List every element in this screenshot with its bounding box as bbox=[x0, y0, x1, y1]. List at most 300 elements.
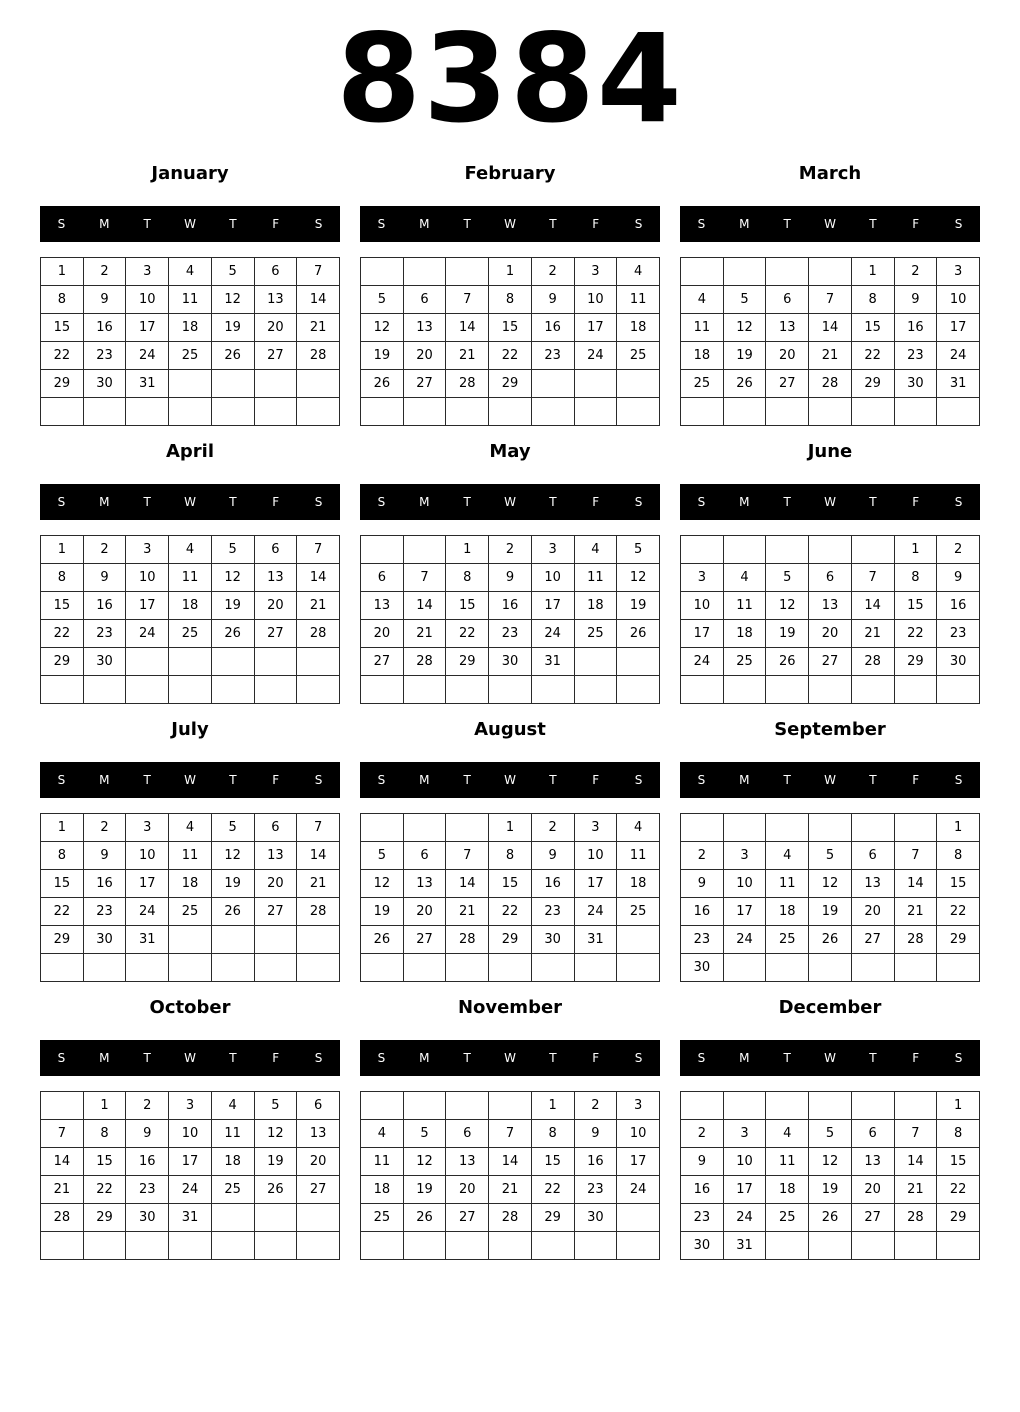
day-grid bbox=[40, 535, 340, 704]
weekday-label: S bbox=[634, 773, 643, 787]
day-cell: 4 bbox=[169, 536, 212, 564]
week-row bbox=[681, 676, 980, 704]
day-cell: 20 bbox=[254, 314, 297, 342]
day-cell: 3 bbox=[531, 536, 574, 564]
day-cell: 5 bbox=[617, 536, 660, 564]
day-cell: 19 bbox=[211, 870, 254, 898]
day-cell: 3 bbox=[574, 814, 617, 842]
weekday-header bbox=[680, 206, 980, 242]
day-cell bbox=[169, 926, 212, 954]
week-row bbox=[681, 898, 980, 926]
day-cell bbox=[723, 258, 766, 286]
day-cell: 27 bbox=[809, 648, 852, 676]
day-cell bbox=[766, 1092, 809, 1120]
day-cell: 7 bbox=[489, 1120, 532, 1148]
day-cell: 31 bbox=[531, 648, 574, 676]
weekday-header bbox=[40, 206, 340, 242]
day-cell: 21 bbox=[297, 870, 340, 898]
weekday-label: M bbox=[739, 217, 750, 231]
day-cell: 9 bbox=[574, 1120, 617, 1148]
day-cell: 11 bbox=[681, 314, 724, 342]
day-cell: 10 bbox=[169, 1120, 212, 1148]
day-cell: 7 bbox=[809, 286, 852, 314]
day-cell: 15 bbox=[41, 314, 84, 342]
day-cell bbox=[809, 954, 852, 982]
weekday-label: T bbox=[783, 217, 791, 231]
day-cell bbox=[211, 398, 254, 426]
day-cell bbox=[617, 676, 660, 704]
day-cell: 12 bbox=[617, 564, 660, 592]
day-cell: 1 bbox=[489, 814, 532, 842]
week-row bbox=[681, 954, 980, 982]
day-cell bbox=[681, 676, 724, 704]
weekday-label: T bbox=[783, 773, 791, 787]
weekday-label: M bbox=[99, 217, 110, 231]
day-cell bbox=[169, 954, 212, 982]
week-row bbox=[41, 870, 340, 898]
weekday-label: T bbox=[143, 1051, 151, 1065]
day-cell: 6 bbox=[361, 564, 404, 592]
day-cell bbox=[254, 1204, 297, 1232]
day-cell: 31 bbox=[169, 1204, 212, 1232]
day-cell bbox=[211, 926, 254, 954]
day-cell: 23 bbox=[681, 1204, 724, 1232]
day-cell: 22 bbox=[41, 342, 84, 370]
day-grid bbox=[360, 1091, 660, 1260]
day-cell: 29 bbox=[851, 370, 894, 398]
weekday-label: W bbox=[824, 217, 836, 231]
weekday-label: S bbox=[314, 217, 323, 231]
day-cell: 15 bbox=[41, 870, 84, 898]
day-cell: 19 bbox=[809, 1176, 852, 1204]
day-cell bbox=[403, 814, 446, 842]
day-cell: 19 bbox=[809, 898, 852, 926]
day-cell: 14 bbox=[894, 870, 937, 898]
day-cell bbox=[297, 926, 340, 954]
day-cell: 3 bbox=[723, 842, 766, 870]
day-cell bbox=[723, 1092, 766, 1120]
day-cell: 14 bbox=[297, 286, 340, 314]
week-row bbox=[41, 314, 340, 342]
day-cell: 25 bbox=[617, 898, 660, 926]
day-cell: 2 bbox=[681, 842, 724, 870]
day-cell: 7 bbox=[446, 842, 489, 870]
week-row bbox=[41, 1148, 340, 1176]
week-row bbox=[361, 398, 660, 426]
day-cell bbox=[41, 676, 84, 704]
day-cell: 1 bbox=[937, 814, 980, 842]
day-cell: 17 bbox=[723, 1176, 766, 1204]
day-cell: 24 bbox=[126, 620, 169, 648]
weekday-label: T bbox=[229, 773, 237, 787]
day-cell: 11 bbox=[723, 592, 766, 620]
week-row bbox=[681, 342, 980, 370]
day-cell: 13 bbox=[403, 314, 446, 342]
week-row bbox=[681, 1176, 980, 1204]
day-cell: 28 bbox=[41, 1204, 84, 1232]
day-cell: 12 bbox=[211, 286, 254, 314]
week-row bbox=[361, 954, 660, 982]
day-cell bbox=[894, 1092, 937, 1120]
day-cell bbox=[574, 954, 617, 982]
week-row bbox=[41, 370, 340, 398]
day-cell bbox=[83, 1232, 126, 1260]
day-cell: 20 bbox=[851, 898, 894, 926]
day-cell bbox=[681, 258, 724, 286]
month-name: April bbox=[165, 441, 215, 462]
day-cell: 15 bbox=[446, 592, 489, 620]
day-cell: 8 bbox=[489, 842, 532, 870]
day-cell: 14 bbox=[297, 842, 340, 870]
month-name: August bbox=[474, 719, 546, 740]
weekday-label: S bbox=[697, 495, 706, 509]
day-cell bbox=[83, 398, 126, 426]
day-cell bbox=[617, 370, 660, 398]
day-cell: 28 bbox=[894, 1204, 937, 1232]
week-row bbox=[41, 342, 340, 370]
day-cell: 3 bbox=[169, 1092, 212, 1120]
day-cell: 30 bbox=[83, 648, 126, 676]
day-cell: 27 bbox=[297, 1176, 340, 1204]
weekday-label: M bbox=[419, 217, 430, 231]
week-row bbox=[361, 1120, 660, 1148]
day-cell bbox=[41, 398, 84, 426]
day-cell: 17 bbox=[169, 1148, 212, 1176]
weekday-label: W bbox=[824, 1051, 836, 1065]
day-cell: 22 bbox=[446, 620, 489, 648]
week-row bbox=[681, 842, 980, 870]
day-cell: 4 bbox=[169, 258, 212, 286]
day-cell bbox=[169, 398, 212, 426]
day-cell: 16 bbox=[894, 314, 937, 342]
day-cell bbox=[446, 954, 489, 982]
weekday-label: S bbox=[954, 773, 963, 787]
day-cell: 1 bbox=[446, 536, 489, 564]
day-cell: 3 bbox=[126, 536, 169, 564]
day-cell: 15 bbox=[894, 592, 937, 620]
day-cell: 24 bbox=[531, 620, 574, 648]
day-cell bbox=[446, 676, 489, 704]
week-row bbox=[41, 620, 340, 648]
weekday-label: M bbox=[99, 773, 110, 787]
day-cell: 18 bbox=[211, 1148, 254, 1176]
day-cell: 7 bbox=[297, 536, 340, 564]
day-cell: 16 bbox=[83, 592, 126, 620]
day-grid bbox=[360, 257, 660, 426]
day-cell bbox=[531, 954, 574, 982]
day-cell bbox=[894, 1232, 937, 1260]
weekday-label: F bbox=[912, 495, 920, 509]
day-cell: 25 bbox=[681, 370, 724, 398]
day-cell bbox=[403, 1092, 446, 1120]
day-cell: 4 bbox=[723, 564, 766, 592]
day-cell bbox=[211, 676, 254, 704]
day-cell: 30 bbox=[937, 648, 980, 676]
day-cell bbox=[361, 398, 404, 426]
day-cell: 9 bbox=[937, 564, 980, 592]
day-cell: 13 bbox=[254, 842, 297, 870]
day-cell: 26 bbox=[211, 620, 254, 648]
day-cell: 9 bbox=[489, 564, 532, 592]
week-row bbox=[361, 370, 660, 398]
day-cell: 17 bbox=[126, 592, 169, 620]
day-cell bbox=[446, 1092, 489, 1120]
week-row bbox=[41, 1176, 340, 1204]
day-cell bbox=[681, 814, 724, 842]
day-cell bbox=[681, 536, 724, 564]
day-cell: 3 bbox=[937, 258, 980, 286]
day-cell: 20 bbox=[254, 592, 297, 620]
day-cell: 6 bbox=[851, 842, 894, 870]
weekday-label: T bbox=[463, 495, 471, 509]
day-cell bbox=[937, 1232, 980, 1260]
weekday-label: W bbox=[184, 1051, 196, 1065]
weekday-label: T bbox=[463, 1051, 471, 1065]
day-cell bbox=[361, 954, 404, 982]
weekday-label: S bbox=[634, 217, 643, 231]
day-cell: 21 bbox=[297, 592, 340, 620]
day-cell: 10 bbox=[531, 564, 574, 592]
day-cell: 6 bbox=[403, 842, 446, 870]
day-cell: 16 bbox=[531, 870, 574, 898]
day-cell bbox=[446, 814, 489, 842]
weekday-header bbox=[360, 762, 660, 798]
day-cell bbox=[169, 1232, 212, 1260]
day-cell bbox=[617, 648, 660, 676]
day-cell bbox=[211, 954, 254, 982]
day-cell: 9 bbox=[83, 286, 126, 314]
week-row bbox=[361, 1232, 660, 1260]
day-cell: 6 bbox=[297, 1092, 340, 1120]
day-cell bbox=[851, 1232, 894, 1260]
day-cell bbox=[41, 1232, 84, 1260]
day-cell: 16 bbox=[126, 1148, 169, 1176]
day-cell bbox=[681, 398, 724, 426]
weekday-label: S bbox=[57, 217, 66, 231]
day-cell: 19 bbox=[617, 592, 660, 620]
day-cell: 20 bbox=[403, 898, 446, 926]
day-cell bbox=[83, 676, 126, 704]
day-cell: 25 bbox=[574, 620, 617, 648]
month-name: November bbox=[457, 997, 563, 1018]
day-cell: 25 bbox=[723, 648, 766, 676]
day-cell: 24 bbox=[169, 1176, 212, 1204]
day-cell: 1 bbox=[531, 1092, 574, 1120]
day-cell: 12 bbox=[361, 314, 404, 342]
day-grid bbox=[680, 1091, 980, 1260]
day-cell: 12 bbox=[254, 1120, 297, 1148]
day-cell: 10 bbox=[126, 842, 169, 870]
day-cell: 27 bbox=[254, 342, 297, 370]
week-row bbox=[41, 1092, 340, 1120]
day-cell: 4 bbox=[211, 1092, 254, 1120]
day-cell: 7 bbox=[894, 842, 937, 870]
day-cell: 15 bbox=[41, 592, 84, 620]
day-cell: 9 bbox=[681, 1148, 724, 1176]
day-cell: 7 bbox=[297, 258, 340, 286]
week-row bbox=[41, 258, 340, 286]
day-cell: 29 bbox=[937, 926, 980, 954]
weekday-label: W bbox=[184, 217, 196, 231]
weekday-label: W bbox=[504, 1051, 516, 1065]
week-row bbox=[681, 1232, 980, 1260]
day-cell: 31 bbox=[937, 370, 980, 398]
day-cell: 12 bbox=[361, 870, 404, 898]
day-cell: 22 bbox=[83, 1176, 126, 1204]
day-cell: 6 bbox=[254, 814, 297, 842]
day-cell bbox=[937, 676, 980, 704]
day-cell bbox=[489, 676, 532, 704]
weekday-label: S bbox=[954, 495, 963, 509]
day-cell bbox=[297, 648, 340, 676]
week-row bbox=[361, 1148, 660, 1176]
day-cell bbox=[766, 258, 809, 286]
day-cell: 4 bbox=[574, 536, 617, 564]
weekday-label: T bbox=[463, 773, 471, 787]
day-cell: 31 bbox=[574, 926, 617, 954]
day-cell: 5 bbox=[254, 1092, 297, 1120]
weekday-label: T bbox=[549, 495, 557, 509]
day-cell: 7 bbox=[297, 814, 340, 842]
weekday-label: F bbox=[912, 1051, 920, 1065]
week-row bbox=[681, 258, 980, 286]
day-cell: 24 bbox=[937, 342, 980, 370]
week-row bbox=[361, 620, 660, 648]
week-row bbox=[681, 926, 980, 954]
day-cell: 19 bbox=[361, 898, 404, 926]
day-cell: 26 bbox=[403, 1204, 446, 1232]
day-cell bbox=[403, 536, 446, 564]
day-cell bbox=[41, 1092, 84, 1120]
day-cell: 9 bbox=[83, 564, 126, 592]
day-cell: 14 bbox=[403, 592, 446, 620]
day-cell: 12 bbox=[211, 564, 254, 592]
weekday-label: T bbox=[229, 217, 237, 231]
week-row bbox=[681, 1092, 980, 1120]
day-cell: 4 bbox=[766, 1120, 809, 1148]
day-cell: 8 bbox=[41, 564, 84, 592]
day-cell: 13 bbox=[766, 314, 809, 342]
day-cell: 20 bbox=[446, 1176, 489, 1204]
day-cell bbox=[681, 1092, 724, 1120]
day-cell: 23 bbox=[83, 620, 126, 648]
weekday-header bbox=[360, 484, 660, 520]
day-grid bbox=[40, 257, 340, 426]
weekday-label: S bbox=[697, 217, 706, 231]
day-cell: 16 bbox=[574, 1148, 617, 1176]
day-cell: 15 bbox=[531, 1148, 574, 1176]
day-cell bbox=[361, 676, 404, 704]
day-cell: 8 bbox=[41, 286, 84, 314]
day-cell bbox=[297, 1232, 340, 1260]
day-cell bbox=[211, 1204, 254, 1232]
day-cell bbox=[766, 536, 809, 564]
day-cell: 17 bbox=[937, 314, 980, 342]
day-cell bbox=[83, 954, 126, 982]
day-cell: 25 bbox=[361, 1204, 404, 1232]
day-cell: 21 bbox=[403, 620, 446, 648]
weekday-label: S bbox=[634, 495, 643, 509]
day-cell: 6 bbox=[254, 536, 297, 564]
day-cell: 24 bbox=[723, 1204, 766, 1232]
weekday-label: T bbox=[869, 773, 877, 787]
day-cell: 21 bbox=[446, 342, 489, 370]
year-title: 8384 bbox=[336, 8, 684, 150]
day-cell: 31 bbox=[723, 1232, 766, 1260]
day-cell bbox=[766, 676, 809, 704]
day-cell bbox=[574, 676, 617, 704]
weekday-label: F bbox=[592, 217, 600, 231]
day-cell bbox=[851, 1092, 894, 1120]
day-cell: 21 bbox=[894, 898, 937, 926]
day-cell: 27 bbox=[851, 926, 894, 954]
day-cell: 21 bbox=[41, 1176, 84, 1204]
day-cell bbox=[809, 1092, 852, 1120]
day-cell: 19 bbox=[254, 1148, 297, 1176]
day-cell: 30 bbox=[681, 1232, 724, 1260]
day-cell: 17 bbox=[126, 314, 169, 342]
day-cell: 2 bbox=[937, 536, 980, 564]
day-cell bbox=[489, 1092, 532, 1120]
day-cell bbox=[617, 1232, 660, 1260]
day-cell: 22 bbox=[531, 1176, 574, 1204]
day-cell: 5 bbox=[361, 842, 404, 870]
day-cell: 5 bbox=[211, 258, 254, 286]
day-cell: 11 bbox=[169, 286, 212, 314]
week-row bbox=[361, 314, 660, 342]
day-cell bbox=[574, 370, 617, 398]
day-cell bbox=[254, 1232, 297, 1260]
month-name: October bbox=[149, 997, 231, 1018]
day-cell: 29 bbox=[937, 1204, 980, 1232]
day-cell: 25 bbox=[169, 342, 212, 370]
day-cell: 16 bbox=[681, 1176, 724, 1204]
weekday-label: F bbox=[272, 495, 280, 509]
week-row bbox=[41, 814, 340, 842]
day-cell: 28 bbox=[489, 1204, 532, 1232]
week-row bbox=[681, 814, 980, 842]
day-cell: 24 bbox=[723, 926, 766, 954]
day-cell: 31 bbox=[126, 926, 169, 954]
month-name: September bbox=[774, 719, 886, 740]
day-cell: 24 bbox=[574, 342, 617, 370]
day-cell: 9 bbox=[531, 842, 574, 870]
day-cell bbox=[169, 648, 212, 676]
day-cell: 28 bbox=[809, 370, 852, 398]
weekday-label: T bbox=[143, 773, 151, 787]
day-cell: 21 bbox=[297, 314, 340, 342]
day-cell: 10 bbox=[617, 1120, 660, 1148]
day-cell: 5 bbox=[403, 1120, 446, 1148]
weekday-header bbox=[680, 1040, 980, 1076]
week-row bbox=[681, 370, 980, 398]
weekday-label: S bbox=[377, 495, 386, 509]
day-cell: 17 bbox=[574, 314, 617, 342]
day-cell bbox=[126, 954, 169, 982]
day-cell: 9 bbox=[126, 1120, 169, 1148]
day-cell: 27 bbox=[254, 898, 297, 926]
week-row bbox=[681, 592, 980, 620]
day-cell: 18 bbox=[681, 342, 724, 370]
day-cell: 2 bbox=[531, 258, 574, 286]
day-cell: 3 bbox=[723, 1120, 766, 1148]
weekday-label: F bbox=[912, 773, 920, 787]
week-row bbox=[361, 842, 660, 870]
day-cell: 5 bbox=[211, 814, 254, 842]
day-cell: 30 bbox=[681, 954, 724, 982]
day-cell: 14 bbox=[809, 314, 852, 342]
weekday-label: S bbox=[314, 1051, 323, 1065]
